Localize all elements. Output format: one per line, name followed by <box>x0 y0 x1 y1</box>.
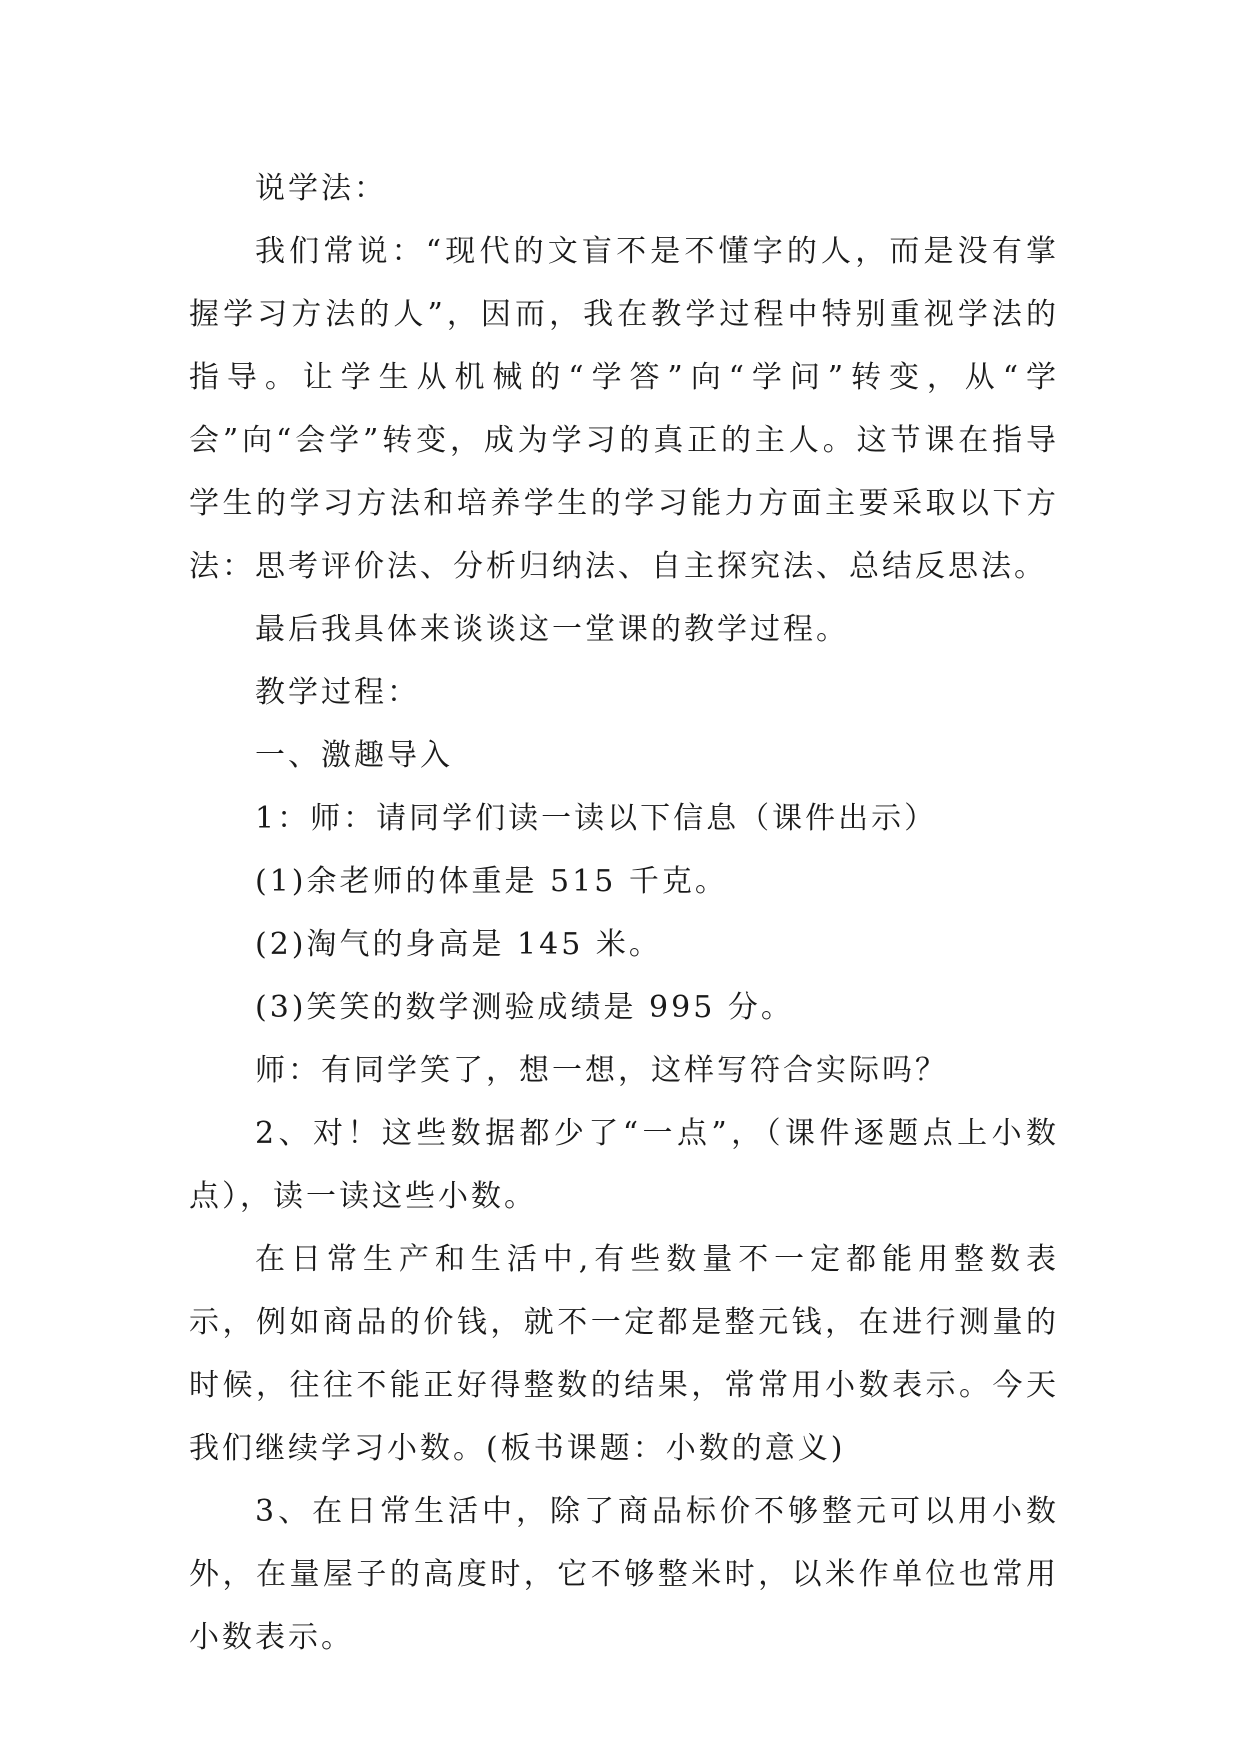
paragraph-study-methods: 我们常说：“现代的文盲不是不懂字的人，而是没有掌握学习方法的人”，因而，我在教学过程中特别重视学法的指导。让学生从机械的“学答”向“学问”转变，从“学会”向“会学”转变，成为学习的真正的主人。这节课在指导学生的学习方法和培养学生的学习能力方面主要采取以下方法：思考评价法、分析归纳法、自主探究法、总结反思法。 <box>189 234 1059 584</box>
paragraph-step-one: 1：师：请同学们读一读以下信息（课件出示） <box>255 801 938 836</box>
paragraph-teacher-question: 师：有同学笑了，想一想，这样写符合实际吗？ <box>255 1053 948 1088</box>
paragraph-example-one: (1)余老师的体重是 515 千克。 <box>255 864 728 899</box>
paragraph-example-two: (2)淘气的身高是 145 米。 <box>255 927 662 962</box>
document-body <box>189 157 1059 1669</box>
paragraph-section-one: 一、激趣导入 <box>255 738 453 773</box>
paragraph-step-two: 2、对！这些数据都少了“一点”，（课件逐题点上小数点），读一读这些小数。 <box>189 1116 1059 1214</box>
paragraph-heading-study-methods: 说学法： <box>255 171 387 206</box>
paragraph-example-three: (3)笑笑的数学测验成绩是 995 分。 <box>255 990 794 1025</box>
paragraph-daily-life: 在日常生产和生活中,有些数量不一定都能用整数表示，例如商品的价钱，就不一定都是整元钱，在进行测量的时候，往往不能正好得整数的结果，常常用小数表示。今天我们继续学习小数。(板书课题：小数的意义) <box>189 1242 1059 1466</box>
paragraph-process-intro: 最后我具体来谈谈这一堂课的教学过程。 <box>255 612 849 647</box>
paragraph-heading-teaching-process: 教学过程： <box>255 675 420 710</box>
paragraph-step-three: 3、在日常生活中，除了商品标价不够整元可以用小数外，在量屋子的高度时，它不够整米时，以米作单位也常用小数表示。 <box>189 1494 1059 1655</box>
